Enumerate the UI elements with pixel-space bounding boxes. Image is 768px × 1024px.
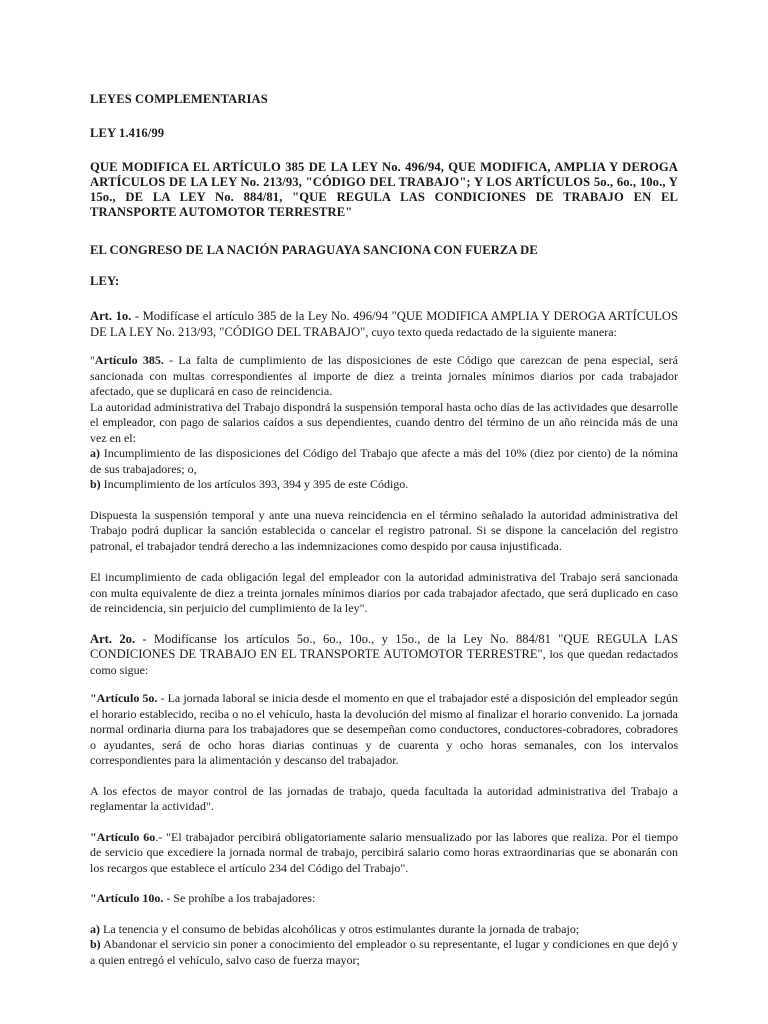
article-385 — [90, 353, 678, 400]
article-10-item-a-text: La tenencia y el consumo de bebidas alcohólicas y otros estimulantes durante la jornada de trabajo; — [100, 921, 580, 936]
enactment-ley: LEY: — [90, 274, 120, 288]
item-a-label: a) — [90, 446, 100, 460]
article-10-item-b — [90, 937, 678, 968]
article-2-label: Art. 2o. — [90, 631, 136, 646]
item-b-label: b) — [90, 477, 101, 491]
article-10-item-b-text: Abandonar el servicio sin poner a conocimiento del empleador o su representante, el lugar y condiciones en que dejó y a quien entregó el vehículo, salvo caso de fuerza mayor; — [90, 937, 678, 967]
article-385-paragraph-3: Dispuesta la suspensión temporal y ante una nueva reincidencia en el término señalado la autoridad administrativa del Trabajo podrá duplicar la sanción establecida o cancelar el registro patronal. Si se dispone la cancelación del registro patronal, el trabajador tendrá derecho a las indemnizaciones como despido por causa injustificada. — [90, 507, 678, 553]
article-10-item-a — [90, 922, 678, 938]
article-6-label: "Artículo 6o — [90, 829, 156, 844]
article-10-label: "Artículo 10o. — [90, 891, 164, 905]
article-385-label: Artículo 385. — [94, 353, 164, 367]
law-number: LEY 1.416/99 — [90, 126, 165, 140]
article-385-quote: " — [90, 353, 95, 367]
item-b-text: Incumplimiento de los artículos 393, 394 y 395 de este Código. — [100, 477, 409, 491]
article-10 — [90, 891, 678, 907]
article-6-text: .- "El trabajador percibirá obligatoriamente salario mensualizado por las labores que realiza. Por el tiempo de servicio que excediere la jornada normal de trabajo, percibirá salario como horas extraordinarias que se abonarán con los recargos que establece el artículo 234 del Código del Trabajo". — [90, 829, 678, 875]
article-5-paragraph-2: A los efectos de mayor control de las jornadas de trabajo, queda facultada la autoridad administrativa del Trabajo a reglamentar la actividad". — [90, 783, 678, 813]
article-5-text: - La jornada laboral se inicia desde el momento en que el trabajador esté a disposición del empleador según el horario establecido, reciba o no el vehículo, hasta la devolución del mismo al finalizar el horario convenido. La jornada normal ordinaria diurna para los trabajadores que se desempeñan como conductores, conductores-cobradores, cobradores o ayudantes, será de ocho horas diarias continuas y de cuarenta y ocho horas semanales, con los intervalos correspondientes para la alimentación y descanso del trabajador. — [90, 691, 679, 767]
document-page — [90, 90, 678, 968]
article-1 — [90, 309, 678, 340]
article-1-label: Art. 1o. — [90, 309, 132, 323]
article-2 — [90, 632, 678, 679]
article-5-label: "Artículo 5o. — [90, 691, 158, 705]
enactment-clause: EL CONGRESO DE LA NACIÓN PARAGUAYA SANCIONA CON FUERZA DE — [90, 243, 538, 257]
article-385-item-a — [90, 446, 678, 477]
article-6 — [90, 830, 678, 877]
article-1-text: - Modifícase el artículo 385 de la Ley No. 496/94 "QUE MODIFICA AMPLIA Y DEROGA ARTÍCULOS DE LA LEY No. 213/93, "CÓDIGO DEL TRABAJO" — [90, 309, 678, 339]
article-385-paragraph-2: La autoridad administrativa del Trabajo dispondrá la suspensión temporal hasta ocho días de las actividades que desarrolle el empleador, con pago de salarios caídos a sus dependientes, cuando dentro del término de un año reincida más de una vez en el: — [90, 399, 678, 445]
article-2-text-tail: , los que quedan redactados como sigue: — [90, 647, 678, 677]
article-385-paragraph-4: El incumplimiento de cada obligación legal del empleador con la autoridad administrativa del Trabajo será sancionada con multa equivalente de diez a treinta jornales mínimos diarios por cada trabajador afectado, que será duplicado en caso de reincidencia, sin perjuicio del cumplimiento de la ley". — [90, 570, 678, 615]
article-1-text-tail: , cuyo texto queda redactado de la siguiente manera: — [365, 324, 617, 339]
article-2-text: - Modifícanse los artículos 5o., 6o., 10o., y 15o., de la Ley No. 884/81 "QUE REGULA LAS CONDICIONES DE TRABAJO EN EL TRANSPORTE AUTOMOTOR TERRESTRE" — [90, 631, 679, 661]
article-10-item-a-label: a) — [90, 921, 100, 936]
article-5 — [90, 691, 678, 769]
article-10-text: - Se prohíbe a los trabajadores: — [163, 891, 316, 905]
law-title: QUE MODIFICA EL ARTÍCULO 385 DE LA LEY No. 496/94, QUE MODIFICA, AMPLIA Y DEROGA ARTÍCULOS DE LA LEY No. 213/93, "CÓDIGO DEL TRABAJO"; Y LOS ARTÍCULOS 5o., 6o., 10o., Y 15o., DE LA LEY No. 884/81, "QUE REGULA LAS CONDICIONES DE TRABAJO EN EL TRANSPORTE AUTOMOTOR TERRESTRE" — [90, 160, 678, 219]
category-heading: LEYES COMPLEMENTARIAS — [90, 92, 268, 106]
article-385-text: - La falta de cumplimiento de las disposiciones de este Código que carezcan de pena especial, será sancionada con multas correspondientes al importe de diez a treinta jornales mínimos diarios por cada trabajador afectado, que se duplicará en caso de reincidencia. — [90, 353, 679, 398]
item-a-text: Incumplimiento de las disposiciones del Código del Trabajo que afecte a más del 10% (diez por ciento) de la nómina de sus trabajadores; o, — [90, 446, 678, 476]
article-385-item-b — [90, 477, 678, 493]
article-10-item-b-label: b) — [90, 937, 101, 951]
